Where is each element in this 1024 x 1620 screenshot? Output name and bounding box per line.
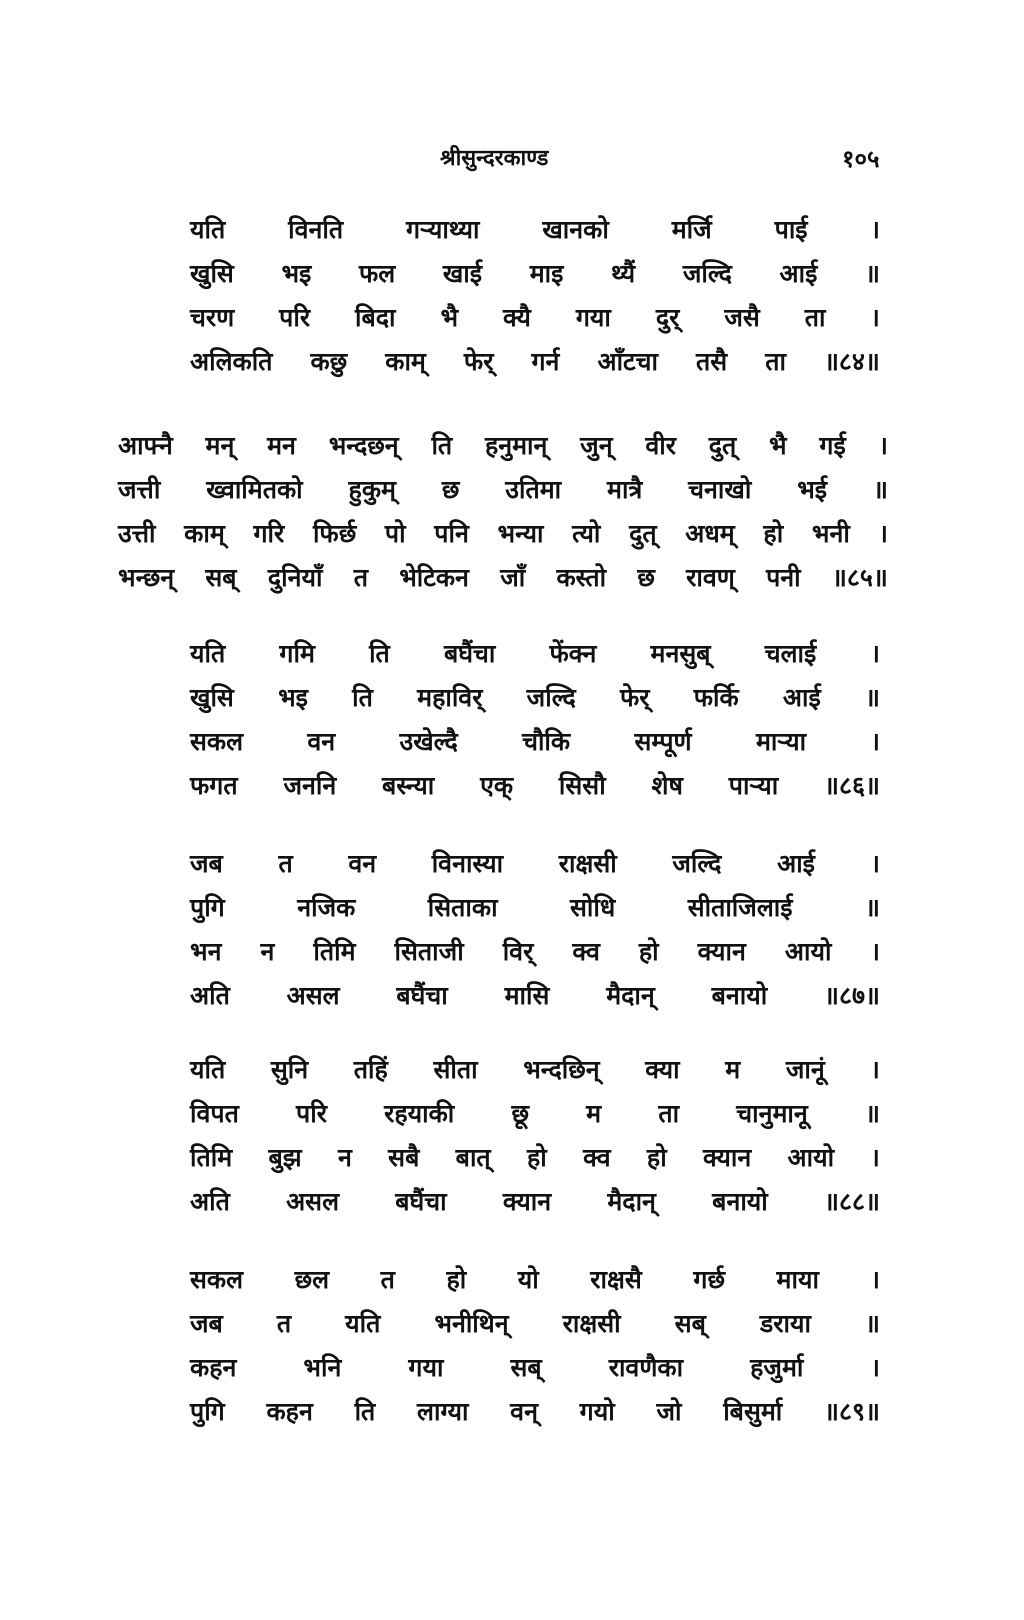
verse-word: बुझ — [268, 1143, 302, 1172]
verse-word: छू — [511, 1099, 529, 1128]
verse-word: त — [276, 1309, 292, 1338]
verse-word: सीता — [433, 1055, 478, 1084]
verse-word: आई — [782, 683, 821, 712]
verse-word: चलाई — [764, 639, 817, 668]
verse-word: ॥८७॥ — [823, 981, 880, 1010]
verse-word: ति — [354, 1397, 376, 1426]
verse-word: दुत् — [708, 431, 737, 460]
verse-word: लाग्या — [417, 1397, 469, 1426]
verse-word: जानूं — [785, 1055, 825, 1084]
verse-word: काम् — [385, 347, 426, 376]
verse-word: तसै — [696, 347, 728, 376]
verse-word: जाँ — [500, 563, 526, 592]
verse-word: पाऱ्या — [728, 771, 779, 800]
verse-word: मन — [267, 431, 296, 460]
verse-line — [190, 636, 880, 680]
verse-word: भइ — [278, 683, 308, 712]
verse-word: जल्दि — [672, 849, 722, 878]
verse-word: आई — [779, 259, 818, 288]
verse-word: त्यो — [572, 519, 601, 548]
verse-word: चरण — [190, 303, 235, 332]
verse-word: त — [380, 1265, 395, 1294]
verse-word: अलिकति — [190, 347, 273, 376]
verse-word: सकल — [190, 1265, 244, 1294]
verse-word: । — [870, 303, 880, 332]
verse-word: जुन् — [580, 431, 613, 460]
verse-word: राक्षसी — [562, 1309, 621, 1338]
verse-word: यो — [517, 1265, 539, 1294]
verse-word: गई — [819, 431, 846, 460]
verse-word: वन — [348, 849, 377, 878]
verse-word: राक्षसी — [558, 849, 617, 878]
verse-word: हनुमान् — [484, 431, 548, 460]
verse-line — [190, 300, 880, 344]
verse-word: हुकुम् — [348, 475, 396, 504]
verse-word: मैदान् — [607, 1187, 656, 1216]
stanza-85 — [118, 428, 888, 604]
verse-word: दुर् — [655, 303, 680, 332]
verse-word: ॥ — [864, 683, 880, 712]
verse-word: आयो — [784, 937, 832, 966]
verse-word: भन्छन् — [118, 563, 175, 592]
verse-word: पो — [384, 519, 406, 548]
verse-word: छ — [441, 475, 460, 504]
verse-word: यति — [345, 1309, 381, 1338]
verse-word: । — [870, 849, 880, 878]
verse-word: कस्तो — [556, 563, 607, 592]
verse-word: भन्दछिन् — [523, 1055, 600, 1084]
verse-word: ता — [765, 347, 786, 376]
verse-word: सब् — [510, 1353, 542, 1382]
verse-word: ॥८६॥ — [824, 771, 880, 800]
verse-word: जो — [656, 1397, 682, 1426]
verse-line — [190, 680, 880, 724]
verse-line — [190, 344, 880, 388]
verse-word: वन् — [510, 1397, 538, 1426]
verse-word: मनसुब् — [650, 639, 711, 668]
verse-line — [190, 724, 880, 768]
verse-word: ॥ — [864, 1099, 880, 1128]
verse-word: । — [870, 1143, 880, 1172]
verse-word: खुसि — [190, 683, 234, 712]
verse-word: जत्ती — [118, 475, 161, 504]
verse-line — [190, 1096, 880, 1140]
verse-word: क्यै — [503, 303, 531, 332]
verse-word: बनायो — [711, 981, 768, 1010]
verse-word: फेर् — [619, 683, 650, 712]
verse-word: माया — [776, 1265, 819, 1294]
verse-word: जब — [190, 1309, 223, 1338]
verse-word: ॥८९॥ — [824, 1397, 880, 1426]
verse-word: सिसौ — [558, 771, 606, 800]
running-title: श्रीसुन्दरकाण्ड — [440, 146, 549, 171]
verse-word: छ — [637, 563, 655, 592]
verse-word: । — [870, 215, 880, 244]
verse-word: पुगि — [190, 1397, 225, 1426]
verse-word: डराया — [759, 1309, 811, 1338]
verse-word: ति — [369, 639, 390, 668]
verse-word: मासि — [504, 981, 550, 1010]
verse-word: पनी — [766, 563, 801, 592]
verse-word: गया — [408, 1353, 444, 1382]
verse-word: सोधि — [570, 893, 616, 922]
verse-word: बस्न्या — [382, 771, 435, 800]
page-number: १०५ — [842, 145, 880, 173]
verse-word: ॥८४॥ — [823, 347, 880, 376]
verse-word: पुगि — [190, 893, 225, 922]
verse-word: वीर — [645, 431, 676, 460]
verse-word: फर्कि — [693, 683, 739, 712]
verse-line — [190, 1394, 880, 1438]
verse-word: मात्रै — [607, 475, 643, 504]
verse-word: न — [337, 1143, 352, 1172]
verse-word: उत्ती — [118, 519, 156, 548]
verse-word: सकल — [190, 727, 244, 756]
verse-word: म — [586, 1099, 602, 1128]
verse-word: गमि — [279, 639, 315, 668]
verse-word: मैदान् — [606, 981, 655, 1010]
verse-word: गर्छ — [693, 1265, 725, 1294]
verse-line — [190, 256, 880, 300]
verse-word: । — [870, 1055, 880, 1084]
verse-word: आफ्नै — [118, 431, 173, 460]
verse-word: विनति — [288, 215, 344, 244]
verse-word: हो — [638, 937, 659, 966]
verse-word: भन्दछन् — [328, 431, 399, 460]
verse-word: चनाखो — [688, 475, 752, 504]
verse-word: कहन — [266, 1397, 313, 1426]
verse-word: क्यान — [703, 1143, 752, 1172]
verse-word: वन — [307, 727, 336, 756]
verse-word: शेष — [651, 771, 683, 800]
verse-word: ख्वामितको — [206, 475, 303, 504]
verse-line — [190, 768, 880, 812]
verse-word: कछु — [310, 347, 348, 376]
verse-word: महाविर् — [417, 683, 483, 712]
verse-word: सम्पूर्ण — [634, 727, 692, 756]
verse-word: फेर् — [463, 347, 494, 376]
verse-word: ति — [352, 683, 373, 712]
verse-word: सीताजिलाई — [687, 893, 793, 922]
verse-word: त — [278, 849, 293, 878]
verse-word: नजिक — [297, 893, 356, 922]
verse-word: अति — [190, 1187, 230, 1216]
verse-line — [190, 934, 880, 978]
verse-word: मर्जि — [671, 215, 712, 244]
verse-word: । — [870, 727, 880, 756]
stanza-84 — [190, 212, 880, 388]
verse-word: हो — [527, 1143, 547, 1172]
verse-word: म — [725, 1055, 741, 1084]
verse-word: विपत — [190, 1099, 239, 1128]
stanza-86 — [190, 636, 880, 812]
verse-word: दुनियाँ — [267, 563, 323, 592]
verse-word: बात् — [455, 1143, 491, 1172]
verse-word: हजुर्मा — [750, 1353, 804, 1382]
verse-word: पाई — [774, 215, 808, 244]
verse-word: आँटचा — [597, 347, 658, 376]
verse-word: तिमि — [313, 937, 356, 966]
verse-word: क्व — [583, 1143, 611, 1172]
verse-word: सब् — [674, 1309, 706, 1338]
verse-word: । — [870, 1265, 880, 1294]
verse-word: दुत् — [629, 519, 657, 548]
verse-word: फल — [358, 259, 396, 288]
verse-word: सिताका — [427, 893, 498, 922]
verse-word: भइ — [281, 259, 312, 288]
verse-word: आई — [777, 849, 815, 878]
verse-word: विनास्या — [431, 849, 504, 878]
verse-word: । — [878, 519, 888, 548]
verse-word: खानको — [542, 215, 609, 244]
verse-word: अधम् — [685, 519, 735, 548]
verse-word: परि — [279, 303, 311, 332]
verse-word: बिदा — [355, 303, 396, 332]
verse-word: ता — [658, 1099, 680, 1128]
verse-word: कहन — [190, 1353, 237, 1382]
verse-word: ता — [804, 303, 826, 332]
verse-word: भै — [769, 431, 787, 460]
verse-word: खुसि — [190, 259, 234, 288]
verse-word: गयो — [579, 1397, 615, 1426]
verse-word: चौकि — [522, 727, 571, 756]
verse-word: सब् — [205, 563, 237, 592]
verse-word: गरि — [253, 519, 285, 548]
verse-word: रावणैका — [608, 1353, 684, 1382]
verse-line — [118, 560, 888, 604]
verse-word: राक्षसै — [590, 1265, 642, 1294]
verse-word: थ्यैं — [611, 259, 636, 288]
verse-word: असल — [286, 1187, 340, 1216]
verse-line — [118, 428, 888, 472]
verse-line — [118, 472, 888, 516]
verse-word: यति — [190, 1055, 226, 1084]
verse-word: काम् — [184, 519, 225, 548]
verse-word: भन — [190, 937, 222, 966]
verse-word: फेंक्न — [549, 639, 597, 668]
verse-word: ॥ — [872, 475, 888, 504]
verse-line — [190, 846, 880, 890]
verse-word: बघैंचा — [396, 981, 448, 1010]
verse-word: तिमि — [190, 1143, 233, 1172]
verse-word: भै — [440, 303, 459, 332]
verse-word: जसै — [724, 303, 760, 332]
verse-word: फिर्छ — [312, 519, 357, 548]
verse-word: उतिमा — [505, 475, 562, 504]
verse-line — [118, 516, 888, 560]
stanza-88 — [190, 1052, 880, 1228]
verse-word: सिताजी — [394, 937, 464, 966]
verse-word: उखेल्दै — [399, 727, 458, 756]
verse-line — [190, 1052, 880, 1096]
verse-word: गऱ्याथ्या — [406, 215, 480, 244]
verse-word: विर् — [502, 937, 534, 966]
verse-word: । — [870, 937, 880, 966]
verse-word: सुनि — [270, 1055, 309, 1084]
verse-line — [190, 1350, 880, 1394]
verse-word: यति — [190, 215, 226, 244]
verse-word: न — [260, 937, 275, 966]
verse-word: पनि — [434, 519, 469, 548]
verse-word: । — [870, 1353, 880, 1382]
verse-word: यति — [190, 639, 226, 668]
verse-line — [190, 212, 880, 256]
verse-word: हो — [446, 1265, 467, 1294]
verse-word: मन् — [205, 431, 235, 460]
verse-word: अति — [190, 981, 230, 1010]
verse-word: भनी — [811, 519, 850, 548]
verse-word: छल — [294, 1265, 330, 1294]
verse-word: सबै — [388, 1143, 420, 1172]
verse-word: । — [878, 431, 888, 460]
verse-word: ॥ — [865, 259, 880, 288]
verse-line — [190, 978, 880, 1022]
verse-line — [190, 1306, 880, 1350]
verse-word: चानुमानू — [736, 1099, 808, 1128]
verse-word: भई — [797, 475, 828, 504]
page-header — [0, 142, 1024, 182]
verse-word: ॥८८॥ — [824, 1187, 880, 1216]
verse-word: क्व — [572, 937, 600, 966]
verse-word: गर्न — [531, 347, 560, 376]
verse-word: बिसुर्मा — [723, 1397, 783, 1426]
stanza-87 — [190, 846, 880, 1022]
verse-line — [190, 1140, 880, 1184]
verse-word: फगत — [190, 771, 238, 800]
verse-word: एक् — [480, 771, 514, 800]
stanza-89 — [190, 1262, 880, 1438]
verse-word: असल — [286, 981, 340, 1010]
verse-word: आयो — [787, 1143, 835, 1172]
verse-line — [190, 1262, 880, 1306]
verse-word: जल्दि — [682, 259, 732, 288]
verse-word: ति — [431, 431, 453, 460]
verse-word: हो — [763, 519, 784, 548]
verse-word: हो — [646, 1143, 667, 1172]
verse-word: बघैंचा — [443, 639, 496, 668]
verse-word: क्या — [645, 1055, 680, 1084]
verse-word: तहिं — [353, 1055, 388, 1084]
verse-word: परि — [296, 1099, 327, 1128]
verse-word: रहयाकी — [384, 1099, 455, 1128]
verse-line — [190, 890, 880, 934]
verse-word: गया — [575, 303, 611, 332]
verse-word: भेटिकन — [399, 563, 469, 592]
verse-word: ॥८५॥ — [831, 563, 888, 592]
verse-line — [190, 1184, 880, 1228]
verse-word: भन्या — [497, 519, 544, 548]
verse-word: त — [353, 563, 368, 592]
verse-word: जननि — [283, 771, 337, 800]
verse-word: । — [870, 639, 880, 668]
verse-word: माऱ्या — [755, 727, 807, 756]
verse-word: भनि — [303, 1353, 342, 1382]
verse-word: रावण् — [686, 563, 735, 592]
verse-word: बनायो — [712, 1187, 768, 1216]
verse-word: क्यान — [502, 1187, 552, 1216]
verse-word: भनीथिन् — [434, 1309, 509, 1338]
verse-word: बघैंचा — [395, 1187, 447, 1216]
verse-word: ॥ — [864, 1309, 880, 1338]
verse-word: क्यान — [697, 937, 746, 966]
verse-word: ॥ — [864, 893, 880, 922]
verse-word: माइ — [529, 259, 564, 288]
verse-word: खाई — [442, 259, 483, 288]
verse-word: जल्दि — [526, 683, 576, 712]
verse-word: जब — [190, 849, 223, 878]
